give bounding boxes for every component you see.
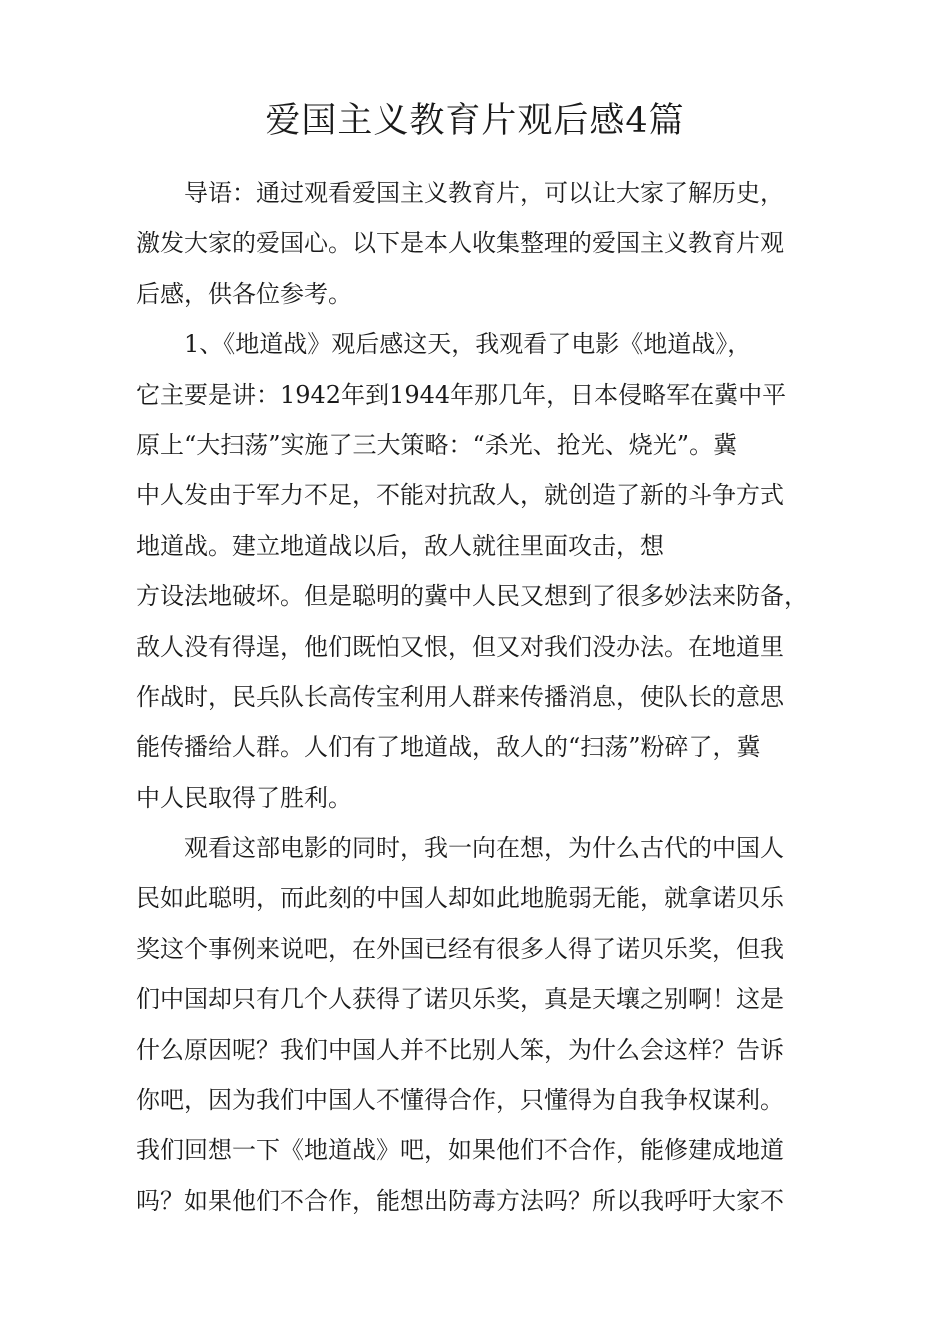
text-line: 奖这个事例来说吧，在外国已经有很多人得了诺贝乐奖，但我 [136, 934, 784, 963]
text-line: 它主要是讲：1942年到1944年那几年，日本侵略军在冀中平 [136, 380, 787, 409]
text-line: 吗？如果他们不合作，能想出防毒方法吗？所以我呼吁大家不 [136, 1186, 784, 1215]
document-body [136, 168, 836, 1226]
text-line: 观看这部电影的同时，我一向在想，为什么古代的中国人 [184, 834, 784, 863]
text-line: 激发大家的爱国心。以下是本人收集整理的爱国主义教育片观 [136, 229, 784, 258]
text-line: 导语：通过观看爱国主义教育片，可以让大家了解历史， [184, 179, 784, 207]
text-line: 后感，供各位参考。 [136, 279, 352, 308]
text-line: 民如此聪明，而此刻的中国人却如此地脆弱无能，就拿诺贝乐 [136, 884, 784, 913]
text-line: 我们回想一下《地道战》吧，如果他们不合作，能修建成地道 [136, 1136, 784, 1165]
text-line: 敌人没有得逞，他们既怕又恨，但又对我们没办法。在地道里 [136, 632, 784, 661]
text-line: 地道战。建立地道战以后，敌人就往里面攻击，想 [136, 531, 664, 560]
text-line: 1、《地道战》观后感这天，我观看了电影《地道战》， [184, 330, 752, 359]
text-line: 什么原因呢？我们中国人并不比别人笨，为什么会这样？告诉 [136, 1035, 784, 1064]
text-line: 方设法地破坏。但是聪明的冀中人民又想到了很多妙法来防备， [136, 582, 808, 611]
text-line: 中人民取得了胜利。 [136, 783, 352, 812]
text-line: 作战时，民兵队长高传宝利用人群来传播消息，使队长的意思 [136, 682, 784, 711]
document-title: 爱国主义教育片观后感4篇 [265, 101, 685, 141]
text-line: 原上“大扫荡”实施了三大策略：“杀光、抢光、烧光”。冀 [136, 430, 738, 459]
text-line: 你吧，因为我们中国人不懂得合作，只懂得为自我争权谋利。 [136, 1086, 784, 1115]
text-line: 中人发由于军力不足，不能对抗敌人，就创造了新的斗争方式 [136, 481, 784, 510]
text-line: 能传播给人群。人们有了地道战，敌人的“扫荡”粉碎了，冀 [136, 733, 761, 762]
text-line: 们中国却只有几个人获得了诺贝乐奖，真是天壤之别啊！这是 [136, 985, 784, 1014]
